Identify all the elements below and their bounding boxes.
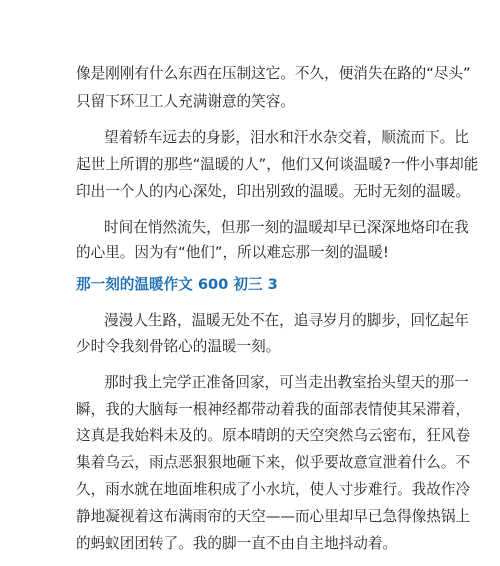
text-line: 的蚂蚁团团转了。我的脚一直不由自主地抖动着。 <box>76 535 398 552</box>
text-line: 集着乌云，雨点恶狠狠地砸下来，似乎要故意宣泄着什么。不 <box>76 454 471 471</box>
text-line: 瞬，我的大脑每一根神经都带动着我的面部表情使其呆滞着， <box>76 401 471 418</box>
text-line: 的心里。因为有“他们”，所以难忘那一刻的温暖! <box>76 244 389 261</box>
text-line: 漫漫人生路，温暖无处不在，追寻岁月的脚步，回忆起年 <box>104 312 469 329</box>
text-line: 像是刚刚有什么东西在压制这它。不久，便消失在路的“尽头” <box>76 65 471 82</box>
text-line: 久，雨水就在地面堆积成了小水坑，使人寸步难行。我故作冷 <box>76 481 471 498</box>
text-line: 时间在悄然流失，但那一刻的温暖却早已深深地烙印在我 <box>104 219 469 236</box>
text-line: 印出一个人的内心深处，印出别致的温暖。无时无刻的温暖。 <box>76 183 471 200</box>
text-line: 那时我上完学正准备回家，可当走出教室抬头望天的那一 <box>104 374 469 391</box>
text-line: 望着轿车远去的身影，泪水和汗水杂交着，顺流而下。比 <box>104 129 469 146</box>
text-line: 这真是我始料未及的。原本晴朗的天空突然乌云密布，狂风卷 <box>76 427 471 444</box>
text-line: 少时令我刻骨铭心的温暖一刻。 <box>76 338 281 355</box>
section-heading: 那一刻的温暖作文 600 初三 3 <box>76 276 278 293</box>
text-line: 静地凝视着这布满雨帘的天空——而心里却早已急得像热锅上 <box>76 508 471 525</box>
text-line: 起世上所谓的那些“温暖的人”，他们又何谈温暖?一件小事却能 <box>76 156 479 173</box>
text-line: 只留下环卫工人充满谢意的笑容。 <box>76 93 295 110</box>
